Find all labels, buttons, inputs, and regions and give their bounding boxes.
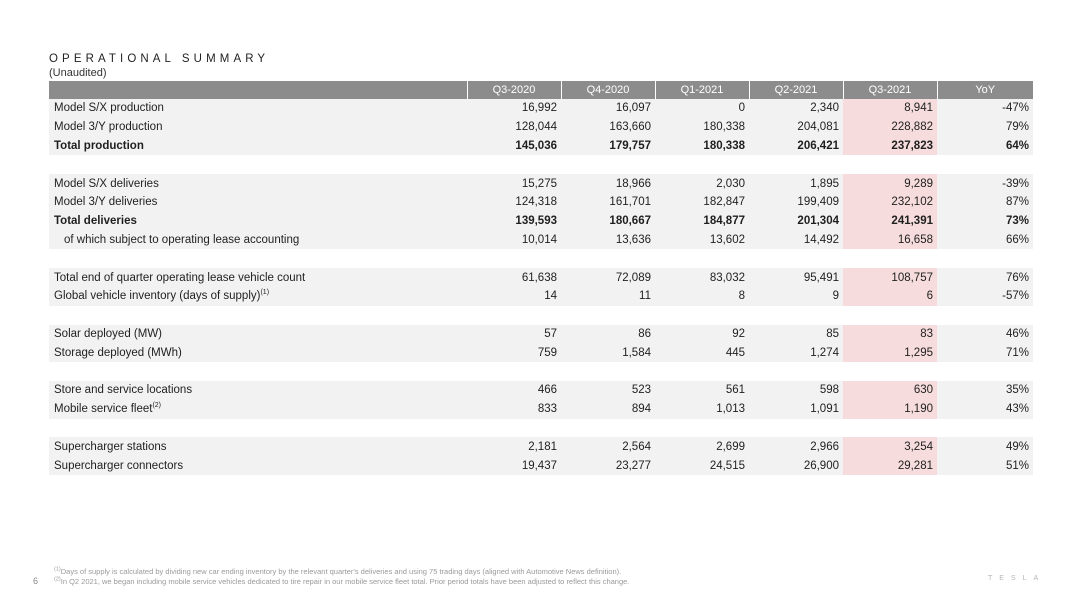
column-header: Q1-2021: [655, 81, 749, 99]
header-label-cell: [49, 81, 467, 99]
section-spacer: [49, 249, 1033, 268]
row-label-text: Total production: [54, 139, 144, 152]
page-title: OPERATIONAL SUMMARY: [49, 53, 270, 65]
value-cell: 561: [655, 381, 749, 400]
table-row: [49, 99, 1033, 118]
value-cell: 180,338: [655, 118, 749, 137]
value-cell: 184,877: [655, 212, 749, 231]
value-cell: 145,036: [467, 137, 561, 156]
value-cell: 61,638: [467, 268, 561, 287]
row-label-text: Global vehicle inventory (days of supply): [54, 290, 261, 303]
row-label: [49, 381, 467, 400]
value-cell: 182,847: [655, 193, 749, 212]
value-cell: 466: [467, 381, 561, 400]
value-cell: 1,584: [561, 343, 655, 362]
row-label: [49, 437, 467, 456]
value-cell: 57: [467, 325, 561, 344]
table-row: [49, 400, 1033, 419]
footnote-marker: (2): [54, 576, 61, 583]
value-cell: 759: [467, 343, 561, 362]
column-header: YoY: [937, 81, 1033, 99]
value-cell: 16,992: [467, 99, 561, 118]
value-cell: 163,660: [561, 118, 655, 137]
table-row: [49, 343, 1033, 362]
value-cell: 8: [655, 287, 749, 306]
spacer-cell: [49, 306, 1033, 325]
row-label-text: Model S/X deliveries: [54, 177, 159, 190]
yoy-cell: 46%: [937, 325, 1033, 344]
table-body: [49, 99, 1033, 475]
table-row: [49, 456, 1033, 475]
section-spacer: [49, 306, 1033, 325]
row-label: [49, 400, 467, 419]
yoy-cell: 43%: [937, 400, 1033, 419]
value-cell: 9,289: [843, 174, 937, 193]
yoy-cell: 66%: [937, 231, 1033, 250]
row-label-text: Storage deployed (MWh): [54, 346, 182, 359]
value-cell: 201,304: [749, 212, 843, 231]
page-number: 6: [33, 576, 39, 586]
row-label: [49, 137, 467, 156]
row-label-text: Model 3/Y production: [54, 121, 163, 134]
footnote-2: [54, 577, 629, 587]
value-cell: 128,044: [467, 118, 561, 137]
value-cell: 179,757: [561, 137, 655, 156]
value-cell: 16,658: [843, 231, 937, 250]
value-cell: 2,699: [655, 437, 749, 456]
value-cell: 1,190: [843, 400, 937, 419]
row-label: [49, 193, 467, 212]
value-cell: 16,097: [561, 99, 655, 118]
table-row: [49, 137, 1033, 156]
value-cell: 19,437: [467, 456, 561, 475]
row-label: [49, 212, 467, 231]
value-cell: 14,492: [749, 231, 843, 250]
yoy-cell: 73%: [937, 212, 1033, 231]
yoy-cell: -39%: [937, 174, 1033, 193]
table-row: [49, 381, 1033, 400]
value-cell: 15,275: [467, 174, 561, 193]
value-cell: 9: [749, 287, 843, 306]
value-cell: 2,340: [749, 99, 843, 118]
spacer-cell: [49, 155, 1033, 174]
table-header-row: [49, 81, 1033, 99]
value-cell: 3,254: [843, 437, 937, 456]
value-cell: 24,515: [655, 456, 749, 475]
table-row: [49, 287, 1033, 306]
value-cell: 2,564: [561, 437, 655, 456]
row-label: [49, 287, 467, 306]
row-label: [49, 268, 467, 287]
row-label: [49, 231, 467, 250]
page-header: [49, 52, 269, 80]
value-cell: 206,421: [749, 137, 843, 156]
yoy-cell: 76%: [937, 268, 1033, 287]
row-label-text: Solar deployed (MW): [54, 327, 163, 340]
row-label: [49, 343, 467, 362]
value-cell: 630: [843, 381, 937, 400]
value-cell: 29,281: [843, 456, 937, 475]
value-cell: 894: [561, 400, 655, 419]
value-cell: 23,277: [561, 456, 655, 475]
value-cell: 180,667: [561, 212, 655, 231]
spacer-cell: [49, 362, 1033, 381]
row-label-text: Total deliveries: [54, 215, 137, 228]
footnote-1: [54, 567, 629, 577]
table-row: [49, 174, 1033, 193]
yoy-cell: 51%: [937, 456, 1033, 475]
column-header: Q3-2020: [467, 81, 561, 99]
row-label-text: Total end of quarter operating lease vehicle count: [54, 271, 306, 284]
footnotes: [54, 567, 629, 587]
value-cell: 13,636: [561, 231, 655, 250]
value-cell: 13,602: [655, 231, 749, 250]
tesla-logo: TESLA: [988, 575, 1046, 582]
value-cell: 0: [655, 99, 749, 118]
yoy-cell: -47%: [937, 99, 1033, 118]
section-spacer: [49, 419, 1033, 438]
page-subtitle: (Unaudited): [49, 67, 107, 79]
table-row: [49, 268, 1033, 287]
footnote-marker: (2): [152, 402, 161, 410]
value-cell: 199,409: [749, 193, 843, 212]
row-label-text: Model 3/Y deliveries: [54, 196, 158, 209]
row-label-text: Supercharger connectors: [54, 459, 184, 472]
value-cell: 833: [467, 400, 561, 419]
table-row: [49, 231, 1033, 250]
value-cell: 2,181: [467, 437, 561, 456]
value-cell: 161,701: [561, 193, 655, 212]
value-cell: 139,593: [467, 212, 561, 231]
table-row: [49, 437, 1033, 456]
value-cell: 180,338: [655, 137, 749, 156]
spacer-cell: [49, 419, 1033, 438]
value-cell: 85: [749, 325, 843, 344]
table-row: [49, 325, 1033, 344]
value-cell: 1,091: [749, 400, 843, 419]
section-spacer: [49, 362, 1033, 381]
value-cell: 14: [467, 287, 561, 306]
value-cell: 18,966: [561, 174, 655, 193]
table-row: [49, 212, 1033, 231]
value-cell: 204,081: [749, 118, 843, 137]
column-header: Q3-2021: [843, 81, 937, 99]
operational-summary-table: [49, 81, 1033, 475]
value-cell: 8,941: [843, 99, 937, 118]
value-cell: 1,895: [749, 174, 843, 193]
value-cell: 228,882: [843, 118, 937, 137]
footnote-marker: (1): [54, 566, 61, 573]
yoy-cell: 79%: [937, 118, 1033, 137]
footnote-marker: (1): [260, 289, 270, 297]
value-cell: 10,014: [467, 231, 561, 250]
value-cell: 232,102: [843, 193, 937, 212]
column-header: Q4-2020: [561, 81, 655, 99]
value-cell: 445: [655, 343, 749, 362]
row-label: [49, 174, 467, 193]
value-cell: 523: [561, 381, 655, 400]
row-label: [49, 325, 467, 344]
section-spacer: [49, 155, 1033, 174]
yoy-cell: 49%: [937, 437, 1033, 456]
value-cell: 6: [843, 287, 937, 306]
yoy-cell: -57%: [937, 287, 1033, 306]
value-cell: 124,318: [467, 193, 561, 212]
value-cell: 11: [561, 287, 655, 306]
table-row: [49, 193, 1033, 212]
value-cell: 95,491: [749, 268, 843, 287]
row-label-text: Store and service locations: [54, 384, 193, 397]
value-cell: 83,032: [655, 268, 749, 287]
row-label-text: Mobile service fleet: [54, 403, 153, 416]
row-label: [49, 118, 467, 137]
value-cell: 1,274: [749, 343, 843, 362]
value-cell: 83: [843, 325, 937, 344]
table-row: [49, 118, 1033, 137]
row-label-text: of which subject to operating lease accounting: [64, 233, 300, 246]
value-cell: 26,900: [749, 456, 843, 475]
yoy-cell: 87%: [937, 193, 1033, 212]
value-cell: 241,391: [843, 212, 937, 231]
value-cell: 92: [655, 325, 749, 344]
value-cell: 1,013: [655, 400, 749, 419]
yoy-cell: 71%: [937, 343, 1033, 362]
value-cell: 1,295: [843, 343, 937, 362]
value-cell: 72,089: [561, 268, 655, 287]
footnote-text: Days of supply is calculated by dividing new car ending inventory by the relevant quarter's deliveries and using 75 trading days (aligned with Automotive News definition).: [60, 567, 622, 576]
value-cell: 598: [749, 381, 843, 400]
footnote-text: In Q2 2021, we began including mobile service vehicles dedicated to tire repair in our mobile service fleet total. Prior period totals have been adjusted to reflect this change.: [60, 577, 630, 586]
column-header: Q2-2021: [749, 81, 843, 99]
row-label-text: Model S/X production: [54, 102, 164, 115]
value-cell: 108,757: [843, 268, 937, 287]
yoy-cell: 64%: [937, 137, 1033, 156]
row-label: [49, 99, 467, 118]
row-label: [49, 456, 467, 475]
yoy-cell: 35%: [937, 381, 1033, 400]
value-cell: 2,030: [655, 174, 749, 193]
row-label-text: Supercharger stations: [54, 440, 167, 453]
value-cell: 2,966: [749, 437, 843, 456]
value-cell: 237,823: [843, 137, 937, 156]
spacer-cell: [49, 249, 1033, 268]
value-cell: 86: [561, 325, 655, 344]
